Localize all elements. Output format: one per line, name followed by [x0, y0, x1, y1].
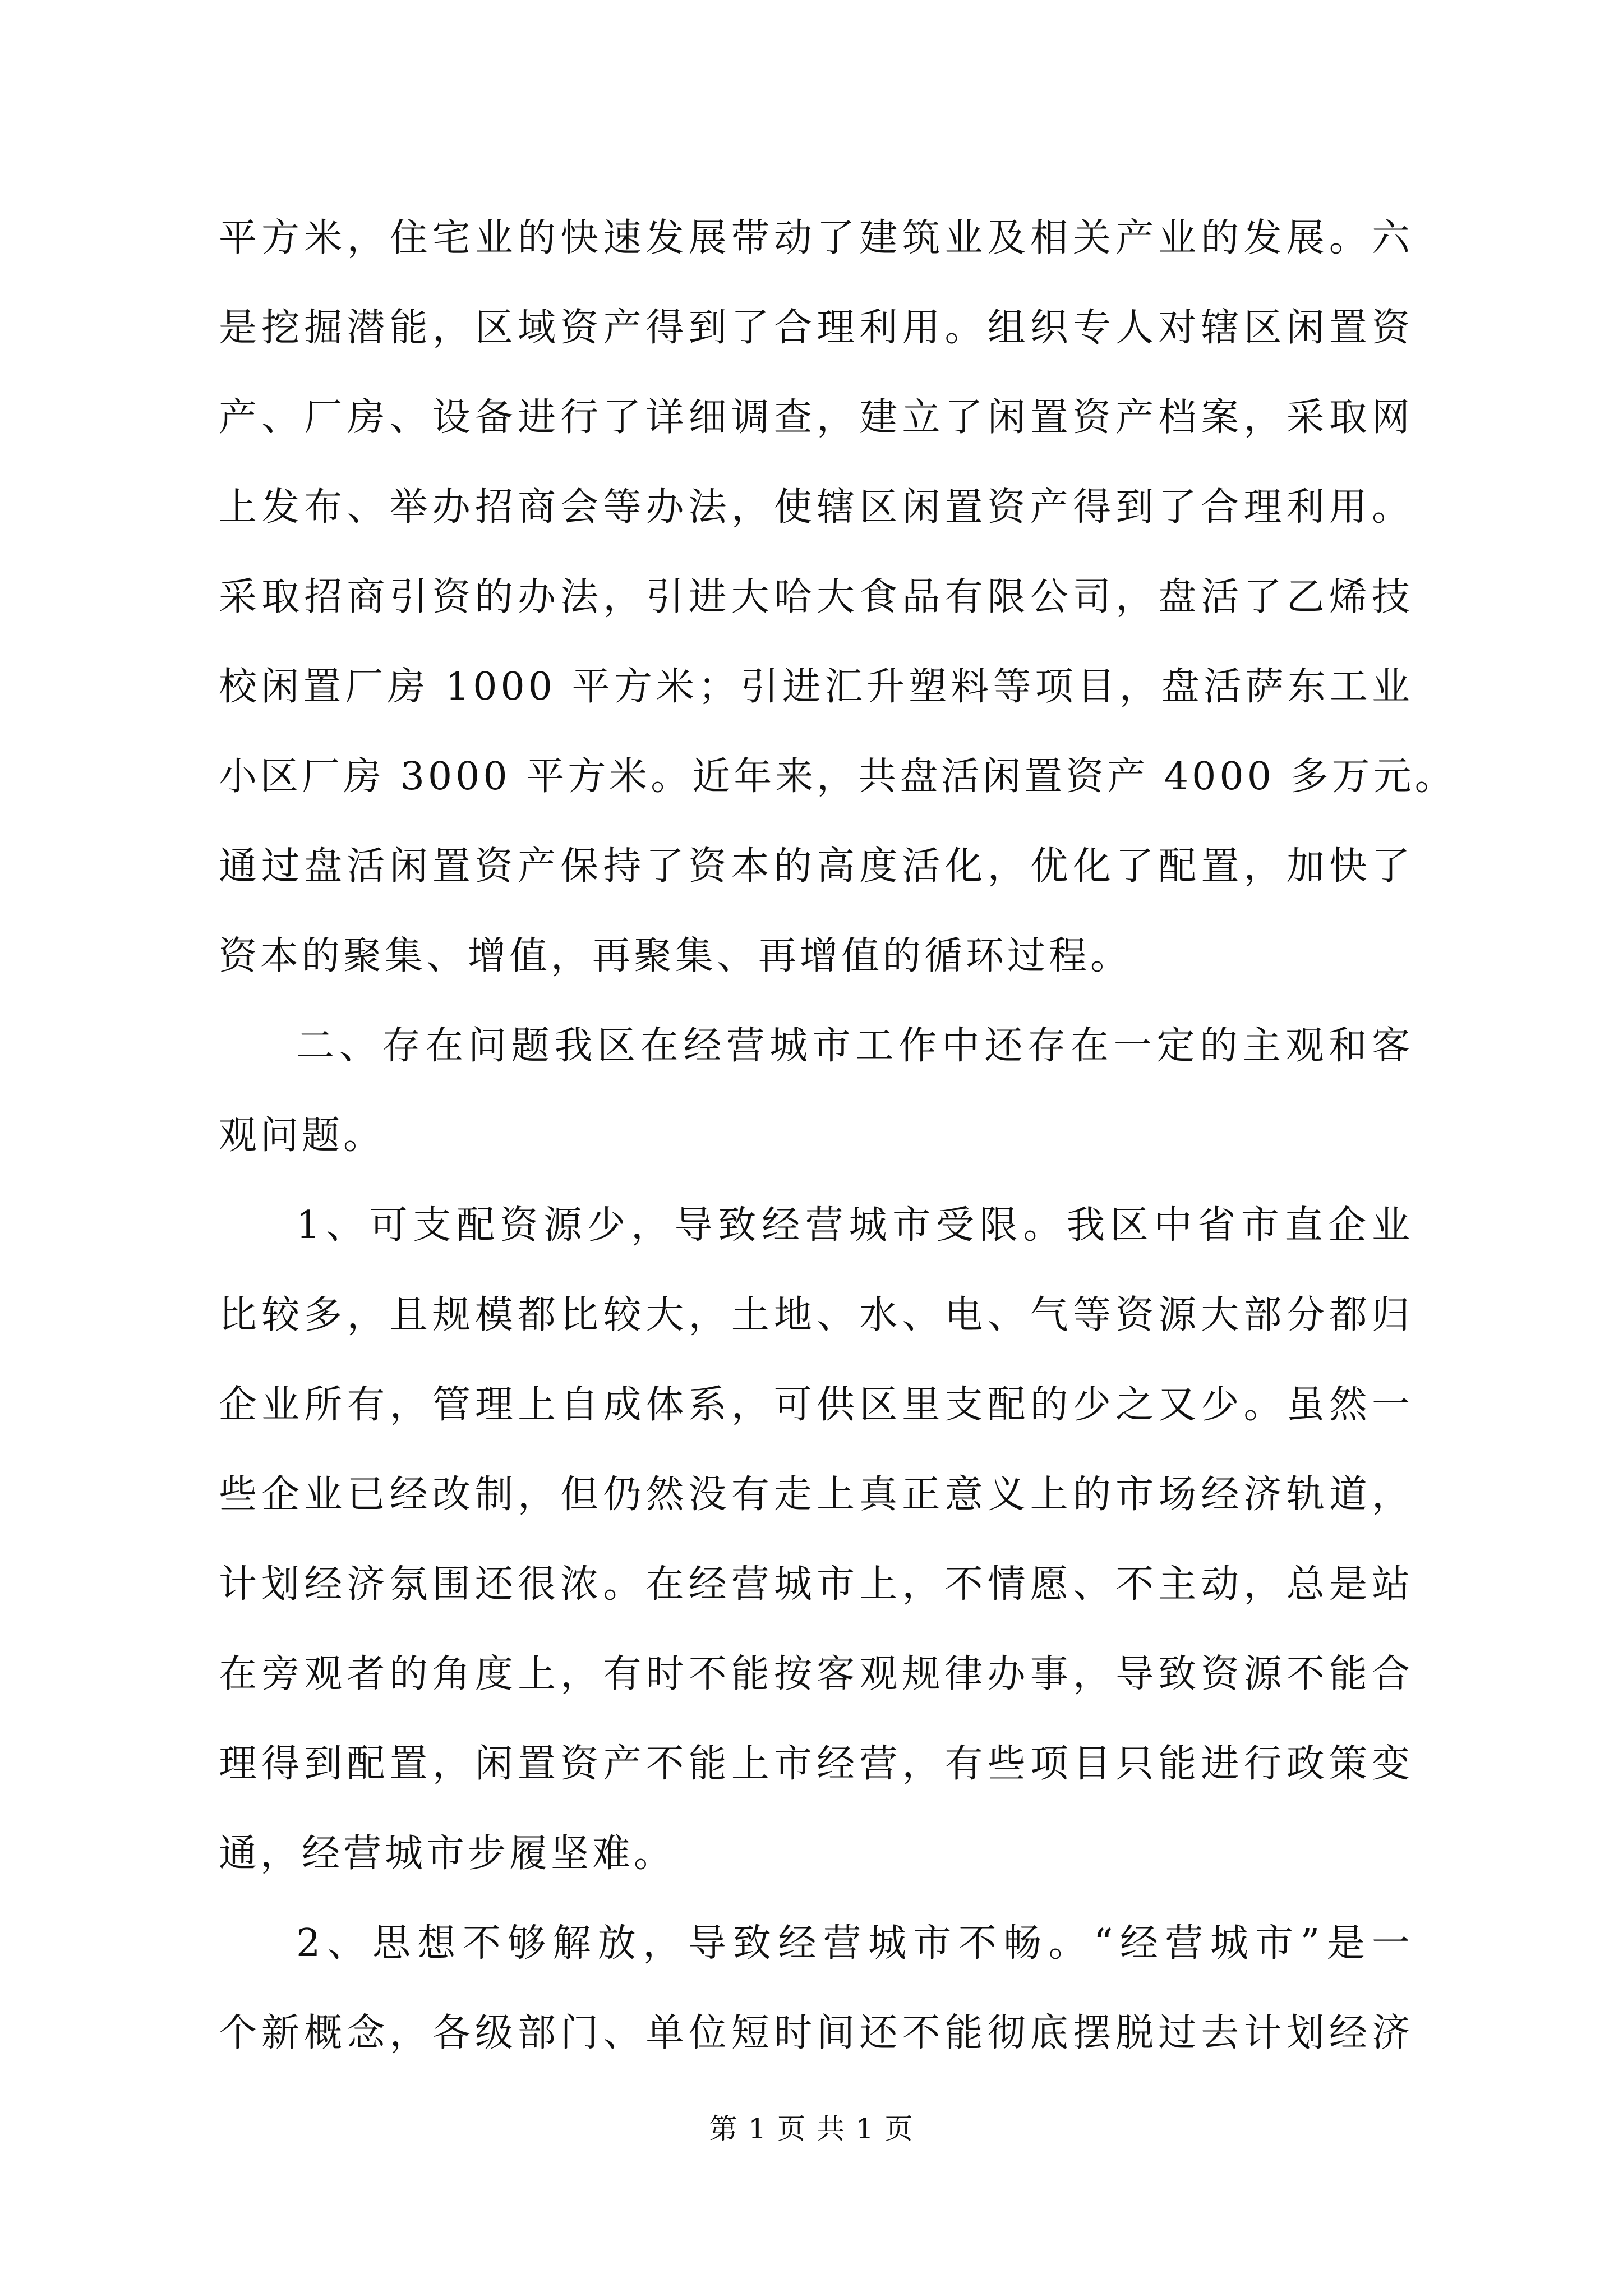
- text-line: 上发布、举办招商会等办法，使辖区闲置资产得到了合理利用。: [219, 485, 1413, 530]
- item-2-heading-line: 2、思想不够解放，导致经营城市不畅。“经营城市”是一: [296, 1921, 1413, 1966]
- text-line: 在旁观者的角度上，有时不能按客观规律办事，导致资源不能合: [219, 1652, 1413, 1696]
- text-line: 通，经营城市步履坚难。: [219, 1832, 676, 1876]
- item-1-heading-line: 1、可支配资源少，导致经营城市受限。我区中省市直企业: [296, 1203, 1413, 1248]
- text-line: 计划经济氛围还很浓。在经营城市上，不情愿、不主动，总是站: [219, 1562, 1413, 1607]
- text-line: 是挖掘潜能，区域资产得到了合理利用。组织专人对辖区闲置资: [219, 306, 1413, 350]
- text-line: 个新概念，各级部门、单位短时间还不能彻底摆脱过去计划经济: [219, 2011, 1413, 2055]
- text-line: 小区厂房 3000 平方米。近年来，共盘活闲置资产 4000 多万元。: [219, 754, 1456, 799]
- text-line: 比较多，且规模都比较大，土地、水、电、气等资源大部分都归: [219, 1293, 1413, 1337]
- text-line: 企业所有，管理上自成体系，可供区里支配的少之又少。虽然一: [219, 1383, 1413, 1427]
- body-text: [219, 194, 1456, 2078]
- page-number-footer: 第 1 页 共 1 页: [709, 2113, 914, 2145]
- text-line: 些企业已经改制，但仍然没有走上真正意义上的市场经济轨道，: [219, 1473, 1413, 1517]
- text-line: 平方米，住宅业的快速发展带动了建筑业及相关产业的发展。六: [219, 216, 1413, 260]
- text-line: 观问题。: [219, 1114, 385, 1158]
- section-heading-line: 二、存在问题我区在经营城市工作中还存在一定的主观和客: [296, 1024, 1413, 1068]
- text-line: 资本的聚集、增值，再聚集、再增值的循环过程。: [219, 934, 1132, 978]
- text-line: 理得到配置，闲置资产不能上市经营，有些项目只能进行政策变: [219, 1742, 1413, 1786]
- text-line: 采取招商引资的办法，引进大哈大食品有限公司，盘活了乙烯技: [219, 575, 1413, 619]
- text-line: 通过盘活闲置资产保持了资本的高度活化，优化了配置，加快了: [219, 844, 1413, 889]
- text-line: 校闲置厂房 1000 平方米；引进汇升塑料等项目，盘活萨东工业: [219, 665, 1413, 709]
- text-line: 产、厂房、设备进行了详细调查，建立了闲置资产档案，采取网: [219, 395, 1413, 440]
